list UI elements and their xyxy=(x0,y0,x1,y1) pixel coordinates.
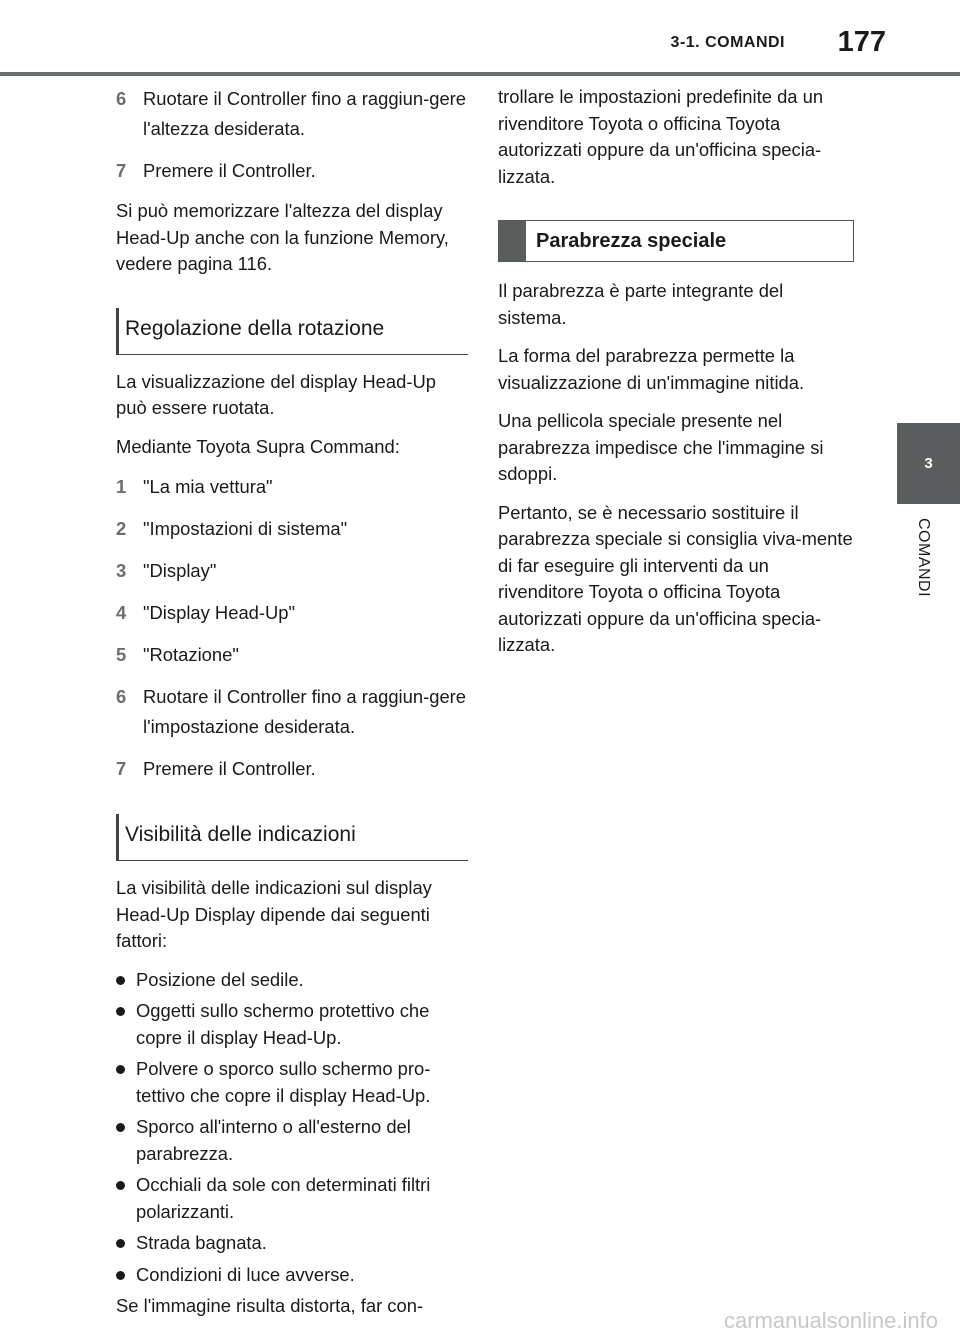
page-header xyxy=(0,0,960,80)
step-number: 6 xyxy=(116,686,127,707)
step-number: 7 xyxy=(116,758,127,779)
step-number: 5 xyxy=(116,644,127,665)
step-item xyxy=(116,156,468,186)
step-number: 6 xyxy=(116,88,127,109)
bullet-dot-icon xyxy=(116,1239,125,1248)
bullet-item xyxy=(116,998,468,1051)
bullet-text: Strada bagnata. xyxy=(136,1232,267,1253)
chapter-label: COMANDI xyxy=(915,518,932,598)
memory-paragraph: Si può memorizzare l'altezza del display Head-Up anche con la funzione Memory, vedere pagina 116. xyxy=(116,200,449,274)
watermark: carmanualsonline.info xyxy=(723,1308,938,1333)
windshield-heading-text: Parabrezza speciale xyxy=(536,229,727,252)
step-text: Premere il Controller. xyxy=(143,758,316,779)
bullet-item xyxy=(116,967,468,994)
bullet-dot-icon xyxy=(116,1123,125,1132)
bullet-item xyxy=(116,1262,468,1289)
bullet-text: Posizione del sedile. xyxy=(136,968,304,990)
bullet-item xyxy=(116,1172,468,1225)
bullet-item xyxy=(116,1056,468,1109)
step-item xyxy=(116,754,468,784)
step-number: 2 xyxy=(116,518,127,539)
step-text: Ruotare il Controller fino a raggiun-gere l'altezza desiderata. xyxy=(143,88,467,139)
page-number: 177 xyxy=(837,26,886,58)
step-item xyxy=(116,640,468,670)
step-text: "Display" xyxy=(143,560,217,581)
bullet-dot-icon xyxy=(116,1181,125,1190)
windshield-paragraph: Pertanto, se è necessario sostituire il parabrezza speciale si consiglia viva-mente di far eseguire gli interventi da un rivenditore Toyota o officina Toyota autorizzati oppure da un'officina specia-lizzata. xyxy=(498,501,853,655)
heading-bar xyxy=(499,221,526,261)
step-item xyxy=(116,514,468,544)
bullet-item xyxy=(116,1230,468,1257)
bullet-dot-icon xyxy=(116,1065,125,1074)
bullet-text: Occhiali da sole con determinati filtri polarizzanti. xyxy=(136,1174,431,1222)
step-text: "La mia vettura" xyxy=(143,476,273,497)
step-number: 7 xyxy=(116,160,127,181)
chapter-tab: 3 xyxy=(897,423,960,504)
step-item xyxy=(116,472,468,502)
bullet-text: Oggetti sullo schermo protettivo che copre il display Head-Up. xyxy=(136,1000,430,1048)
left-column xyxy=(116,84,468,1332)
bullet-dot-icon xyxy=(116,1271,125,1280)
bullet-item xyxy=(116,1114,468,1167)
closing-paragraph: Se l'immagine risulta distorta, far con- xyxy=(116,1295,424,1316)
right-column xyxy=(498,84,854,671)
step-text: Ruotare il Controller fino a raggiun-gere l'impostazione desiderata. xyxy=(143,686,467,737)
bullet-text: Condizioni di luce avverse. xyxy=(136,1263,355,1285)
step-item xyxy=(116,556,468,586)
step-item xyxy=(116,84,468,144)
bullet-dot-icon xyxy=(116,1007,125,1016)
windshield-paragraph: Una pellicola speciale presente nel parabrezza impedisce che l'immagine si sdoppi. xyxy=(498,410,824,484)
rotation-heading: Regolazione della rotazione xyxy=(116,308,468,355)
bullet-dot-icon xyxy=(116,976,125,985)
step-item xyxy=(116,682,468,742)
windshield-heading xyxy=(498,220,854,262)
windshield-paragraph: Il parabrezza è parte integrante del sistema. xyxy=(498,280,784,328)
step-text: "Rotazione" xyxy=(143,644,239,665)
header-divider xyxy=(0,72,960,76)
step-item xyxy=(116,598,468,628)
command-paragraph: Mediante Toyota Supra Command: xyxy=(116,435,400,457)
bullet-text: Sporco all'interno o all'esterno del parabrezza. xyxy=(136,1116,411,1164)
step-number: 4 xyxy=(116,602,127,623)
step-text: "Impostazioni di sistema" xyxy=(143,518,348,539)
visibility-heading: Visibilità delle indicazioni xyxy=(116,814,468,861)
bullet-text: Polvere o sporco sullo schermo pro-tettivo che copre il display Head-Up. xyxy=(136,1058,431,1106)
step-number: 1 xyxy=(116,476,127,497)
section-title: 3-1. COMANDI xyxy=(670,34,785,51)
step-text: "Display Head-Up" xyxy=(143,602,296,623)
step-text: Premere il Controller. xyxy=(143,160,316,181)
windshield-paragraph: La forma del parabrezza permette la visualizzazione di un'immagine nitida. xyxy=(498,345,805,393)
continued-paragraph: trollare le impostazioni predefinite da un rivenditore Toyota o officina Toyota autorizzati oppure da un'officina specia-lizzata. xyxy=(498,86,824,187)
rotation-paragraph: La visualizzazione del display Head-Up può essere ruotata. xyxy=(116,370,436,418)
visibility-paragraph: La visibilità delle indicazioni sul display Head-Up Display dipende dai seguenti fattori: xyxy=(116,877,432,951)
step-number: 3 xyxy=(116,560,127,581)
